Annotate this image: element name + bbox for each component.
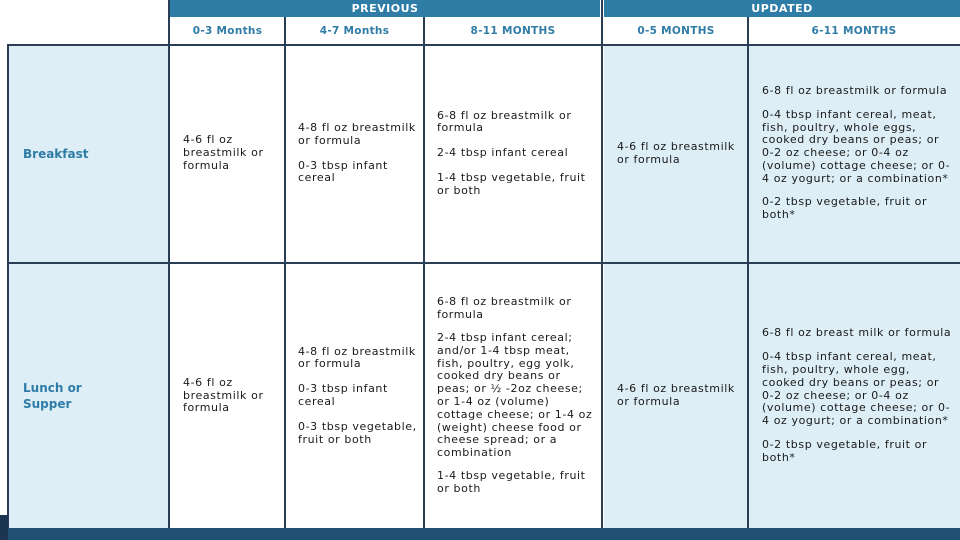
cell-text: 0-4 tbsp infant cereal, meat, fish, poultry, whole egg, cooked dry beans or peas; or 0-2 oz cheese; or 0-4 oz (volume) cottage cheese; or 0-4 oz yogurt; or a combination*: [762, 350, 951, 428]
cell-text: 6-8 fl oz breastmilk or formula: [437, 108, 572, 135]
footer-corner: [0, 515, 8, 540]
cell-text: 2-4 tbsp infant cereal; and/or 1-4 tbsp meat, fish, poultry, egg yolk, cooked dry beans or peas; or ½ -2oz cheese; or 1-4 oz (volume) cottage cheese; or 1-4 oz (weight) cheese food or cheese spread; or a combination: [437, 331, 593, 460]
lunch-8-11-months: [424, 264, 602, 528]
grid-line: [168, 0, 170, 528]
cell-text: 0-2 tbsp vegetable, fruit or both*: [762, 195, 928, 222]
column-header-4-7-months: 4-7 Months: [319, 25, 390, 37]
grid-line: [747, 17, 749, 528]
grid-line: [7, 262, 960, 264]
grid-line: [7, 44, 960, 46]
cell-text: 1-4 tbsp vegetable, fruit or both: [437, 170, 586, 197]
lunch-6-11-months: [748, 264, 960, 528]
column-header-0-5-months: 0-5 MONTHS: [637, 25, 715, 37]
breakfast-0-3-months: [170, 45, 285, 262]
cell-text: 0-3 tbsp infant cereal: [298, 158, 388, 185]
cell-text: 4-8 fl oz breastmilk or formula: [298, 120, 416, 147]
cell-text: 6-8 fl oz breastmilk or formula: [762, 83, 948, 97]
cell-text: 1-4 tbsp vegetable, fruit or both: [437, 468, 586, 495]
column-header-8-11-months: 8-11 MONTHS: [470, 25, 556, 37]
cell-text: 4-8 fl oz breastmilk or formula: [298, 344, 416, 371]
cell-text: 0-3 tbsp infant cereal: [298, 382, 388, 408]
breakfast-6-11-months: [748, 45, 960, 262]
cell-text: 0-2 tbsp vegetable, fruit or both*: [762, 437, 928, 464]
column-header-0-3-months: 0-3 Months: [192, 25, 263, 37]
footer-bar: [0, 528, 960, 540]
breakfast-8-11-months: [424, 45, 602, 262]
header-spacer: [0, 0, 168, 17]
cell-text: 0-4 tbsp infant cereal, meat, fish, poultry, whole eggs, cooked dry beans or peas; or 0-2 oz cheese; or 0-4 oz (volume) cottage cheese; or 0-4 oz yogurt; or a combination*: [762, 107, 951, 185]
cell-text: 6-8 fl oz breast milk or formula: [762, 326, 952, 340]
column-header-6-11-months: 6-11 MONTHS: [811, 25, 897, 37]
grid-line: [7, 45, 9, 528]
cell-text: 2-4 tbsp infant cereal: [437, 146, 569, 160]
grid-line: [601, 0, 603, 528]
cell-text: 0-3 tbsp vegetable, fruit or both: [298, 419, 417, 446]
lunch-0-5-months: [604, 264, 748, 528]
lunch-4-7-months: [285, 264, 424, 528]
cell-text: 4-6 fl oz breastmilk or formula: [617, 382, 735, 408]
lunch-0-3-months: [170, 264, 285, 528]
cell-text: 4-6 fl oz breastmilk or formula: [183, 133, 264, 172]
row-label-lunch-or-supper: [8, 264, 170, 528]
header-previous: PREVIOUS: [170, 0, 600, 17]
cell-text: 4-6 fl oz breastmilk or formula: [183, 375, 264, 415]
row-label-breakfast: Breakfast: [8, 45, 170, 262]
grid-line: [284, 17, 286, 528]
header-updated: UPDATED: [604, 0, 960, 17]
grid-line: [423, 17, 425, 528]
cell-text: 6-8 fl oz breastmilk or formula: [437, 295, 572, 322]
cell-text: 4-6 fl oz breastmilk or formula: [617, 139, 735, 166]
row-label-text: Lunch or Supper: [23, 381, 82, 411]
breakfast-0-5-months: [604, 45, 748, 262]
breakfast-4-7-months: [285, 45, 424, 262]
